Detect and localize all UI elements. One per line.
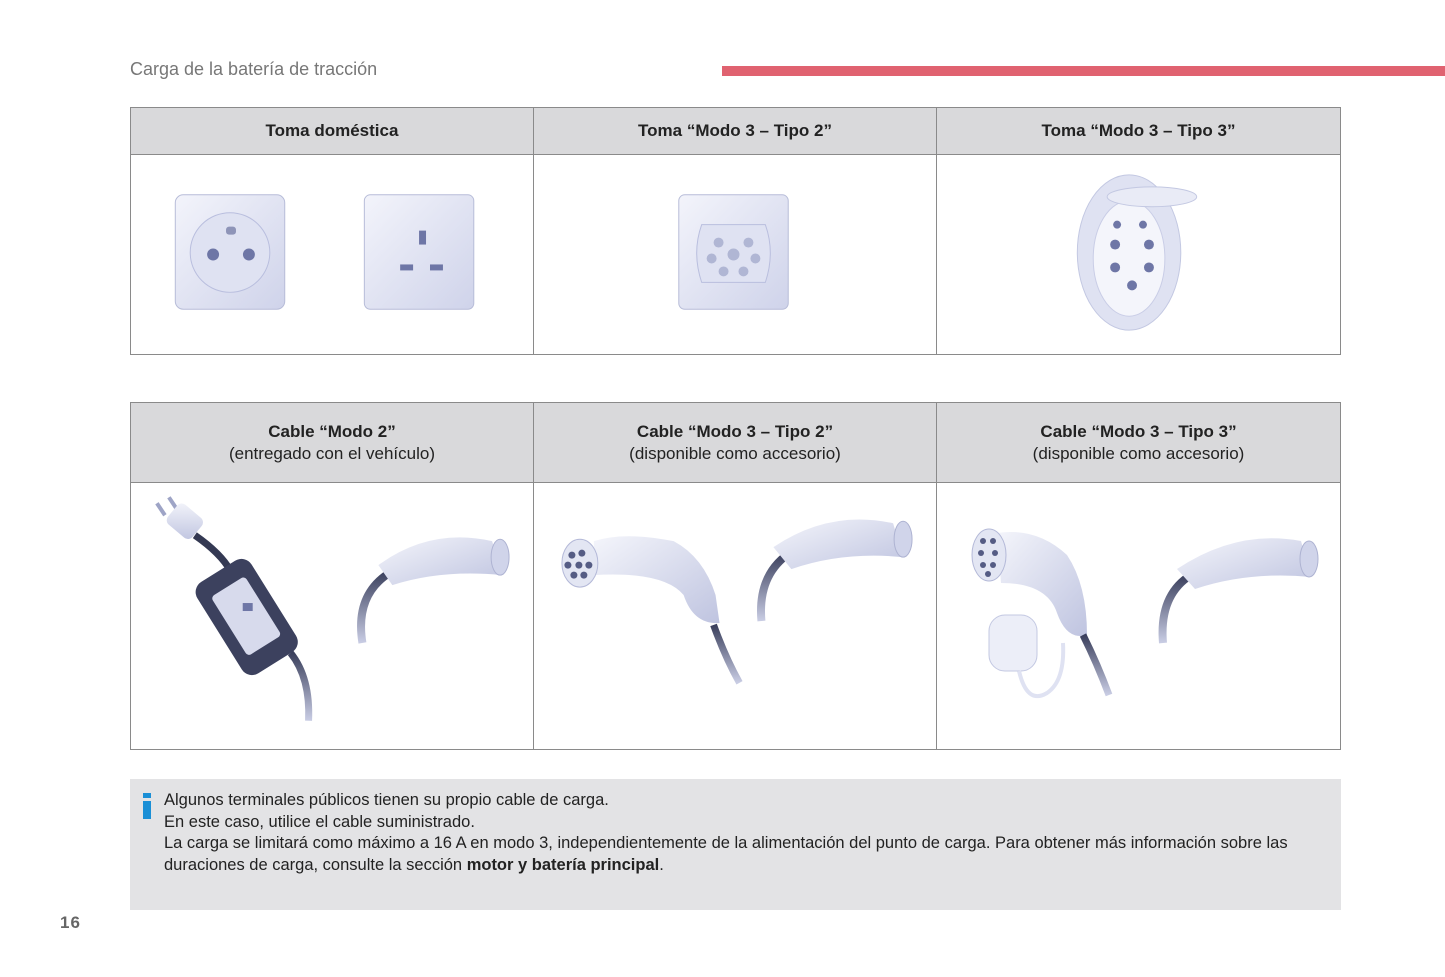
domestic-sockets-image	[131, 155, 534, 354]
column-header	[131, 403, 534, 483]
note-line: Algunos terminales públicos tienen su propio cable de carga.	[164, 791, 609, 809]
note-text: .	[659, 855, 664, 874]
info-icon	[142, 793, 152, 819]
column-subtitle: (disponible como accesorio)	[1032, 443, 1245, 463]
note-text: La carga se limitará como máximo a 16 A en modo 3, independientemente de la alimentación del punto de carga. Para obtener más información sobre las duraciones de carga, consulte la sección	[164, 834, 1288, 874]
page-section-title: Carga de la batería de tracción	[130, 59, 378, 79]
note-line	[164, 833, 1321, 876]
mode2-cable-icon	[131, 483, 533, 749]
type2-socket-image	[534, 155, 937, 354]
page-number: 16	[60, 913, 81, 932]
type2-cable-image	[534, 483, 937, 749]
column-header	[131, 108, 534, 155]
header-accent-bar	[722, 66, 1445, 76]
column-title: Cable “Modo 3 – Tipo 3”	[1040, 421, 1237, 441]
column-title: Cable “Modo 2”	[268, 421, 396, 441]
info-note	[130, 779, 1341, 910]
column-title: Cable “Modo 3 – Tipo 2”	[636, 421, 834, 441]
column-header	[937, 108, 1340, 155]
type3-socket-icon	[937, 155, 1340, 354]
note-section-reference: motor y batería principal	[466, 855, 660, 874]
type3-cable-image	[937, 483, 1340, 749]
mode2-cable-image	[131, 483, 534, 749]
type3-socket-image	[937, 155, 1340, 354]
cables-table	[130, 402, 1341, 750]
column-header	[534, 108, 937, 155]
column-title: Toma “Modo 3 – Tipo 3”	[1041, 121, 1236, 140]
column-header	[937, 403, 1340, 483]
type3-cable-icon	[937, 483, 1340, 749]
column-subtitle: (entregado con el vehículo)	[228, 443, 436, 463]
note-line: En este caso, utilice el cable suministrado.	[164, 812, 475, 831]
column-title: Toma “Modo 3 – Tipo 2”	[638, 121, 832, 140]
sockets-table	[130, 107, 1341, 355]
column-subtitle: (disponible como accesorio)	[629, 443, 841, 463]
column-title: Toma doméstica	[265, 121, 399, 140]
type2-cable-icon	[534, 483, 936, 749]
type2-socket-icon	[534, 155, 936, 354]
domestic-socket-icon	[131, 155, 533, 354]
column-header	[534, 403, 937, 483]
